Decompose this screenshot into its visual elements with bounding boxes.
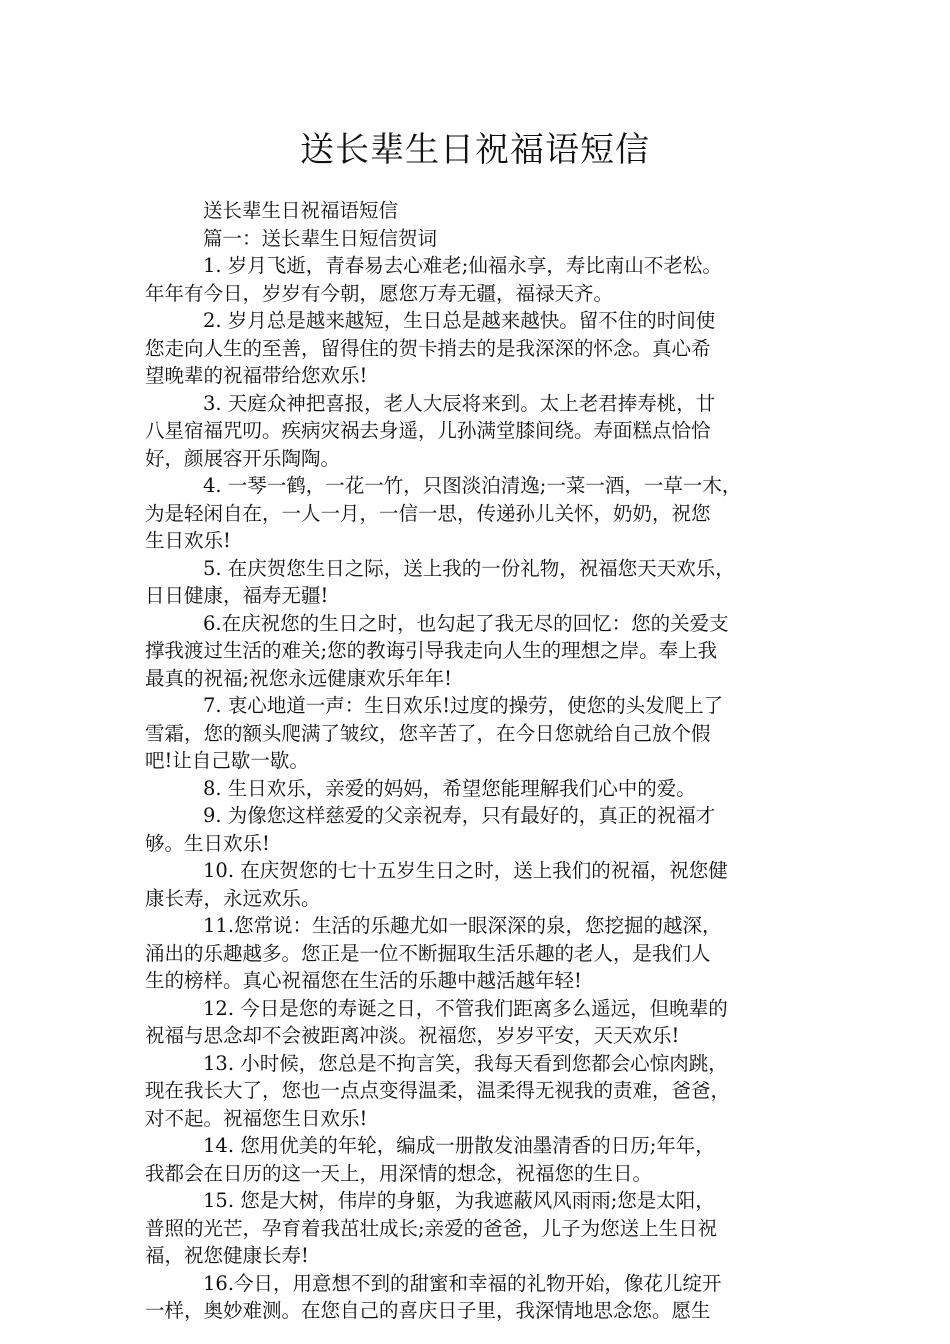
- text-line: 15. 您是大树，伟岸的身躯，为我遮蔽风风雨雨;您是太阳，: [203, 1189, 715, 1212]
- text-line: 8. 生日欢乐，亲爱的妈妈，希望您能理解我们心中的爱。: [203, 776, 696, 800]
- text-line: 4. 一琴一鹤，一花一竹，只图淡泊清逸;一菜一酒，一草一木，: [203, 474, 742, 497]
- text-line: 够。生日欢乐!: [145, 831, 270, 855]
- text-line: 好，颜展容开乐陶陶。: [145, 446, 341, 470]
- text-line: 福，祝您健康长寿!: [145, 1244, 309, 1267]
- text-line: 篇一：送长辈生日短信贺词: [203, 226, 438, 250]
- text-line: 一样，奥妙难测。在您自己的喜庆日子里，我深情地思念您。愿生: [145, 1299, 711, 1322]
- text-line: 八星宿福咒叨。疾病灾祸去身遥，儿孙满堂膝间绕。寿面糕点恰恰: [145, 419, 711, 442]
- text-line: 16.今日，用意想不到的甜蜜和幸福的礼物开始，像花儿绽开: [203, 1271, 722, 1295]
- document-body: [145, 197, 825, 1325]
- text-line: 吧!让自己歇一歇。: [145, 749, 309, 772]
- document-title: 送长辈生日祝福语短信: [300, 130, 650, 170]
- text-line: 雪霜，您的额头爬满了皱纹，您辛苦了，在今日您就给自己放个假: [145, 721, 711, 745]
- text-line: 年年有今日，岁岁有今朝，愿您万寿无疆，福禄天齐。: [145, 281, 614, 305]
- text-line: 祝福与思念却不会被距离冲淡。祝福您，岁岁平安，天天欢乐!: [145, 1024, 680, 1047]
- text-line: 5. 在庆贺您生日之际，送上我的一份礼物，祝福您天天欢乐，: [203, 556, 735, 580]
- text-line: 生的榜样。真心祝福您在生活的乐趣中越活越年轻!: [145, 969, 582, 992]
- text-line: 望晚辈的祝福带给您欢乐!: [145, 364, 368, 387]
- text-line: 最真的祝福;祝您永远健康欢乐年年!: [145, 666, 452, 690]
- text-line: 2. 岁月总是越来越短，生日总是越来越快。留不住的时间使: [203, 309, 716, 332]
- text-line: 对不起。祝福您生日欢乐!: [145, 1106, 368, 1130]
- text-line: 我都会在日历的这一天上，用深情的想念，祝福您的生日。: [145, 1161, 653, 1185]
- text-line: 3. 天庭众神把喜报，老人大辰将来到。太上老君捧寿桃，廿: [203, 391, 716, 415]
- text-line: 您走向人生的至善，留得住的贺卡捎去的是我深深的怀念。真心希: [145, 336, 711, 360]
- text-line: 9. 为像您这样慈爱的父亲祝寿，只有最好的，真正的祝福才: [203, 804, 716, 827]
- text-line: 生日欢乐!: [145, 529, 231, 552]
- text-line: 涌出的乐趣越多。您正是一位不断掘取生活乐趣的老人，是我们人: [145, 941, 711, 965]
- text-line: 日日健康，福寿无疆!: [145, 584, 329, 607]
- text-line: 11.您常说：生活的乐趣尤如一眼深深的泉，您挖掘的越深，: [203, 914, 722, 937]
- text-line: 送长辈生日祝福语短信: [203, 199, 399, 222]
- text-line: 10. 在庆贺您的七十五岁生日之时，送上我们的祝福，祝您健: [203, 859, 728, 882]
- text-line: 1. 岁月飞逝，青春易去心难老;仙福永享，寿比南山不老松。: [203, 254, 722, 277]
- text-line: 康长寿，永远欢乐。: [145, 886, 321, 910]
- text-line: 撑我渡过生活的难关;您的教诲引导我走向人生的理想之岸。奉上我: [145, 639, 718, 662]
- text-line: 普照的光芒，孕育着我茁壮成长;亲爱的爸爸，儿子为您送上生日祝: [145, 1216, 718, 1240]
- text-line: 6.在庆祝您的生日之时，也勾起了我无尽的回忆：您的关爱支: [203, 611, 729, 635]
- text-line: 14. 您用优美的年轮，编成一册散发油墨清香的日历;年年，: [203, 1134, 715, 1157]
- text-line: 现在我长大了，您也一点点变得温柔，温柔得无视我的责难，爸爸，: [145, 1079, 731, 1102]
- text-line: 为是轻闲自在，一人一月，一信一思，传递孙儿关怀，奶奶，祝您: [145, 501, 711, 525]
- text-line: 13. 小时候，您总是不拘言笑，我每天看到您都会心惊肉跳，: [203, 1051, 728, 1075]
- text-line: 12. 今日是您的寿诞之日，不管我们距离多么遥远，但晚辈的: [203, 996, 728, 1020]
- text-line: 7. 衷心地道一声：生日欢乐!过度的操劳，使您的头发爬上了: [203, 694, 724, 717]
